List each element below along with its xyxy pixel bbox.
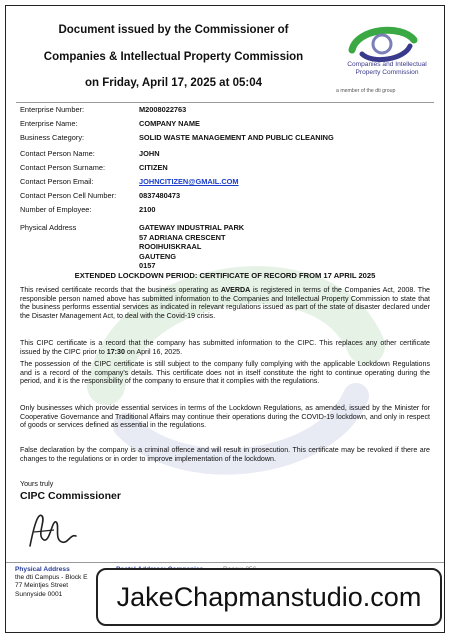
certificate-banner: EXTENDED LOCKDOWN PERIOD: CERTIFICATE OF RECORD FROM 17 APRIL 2025: [74, 271, 376, 280]
contact-name-value: JOHN: [139, 149, 160, 158]
logo-org-line-2: Property Commission: [355, 69, 419, 77]
enterprise-name-label: Enterprise Name:: [20, 119, 78, 128]
yours-truly-text: Yours truly: [20, 480, 54, 488]
physical-address-value: [139, 223, 244, 271]
business-category-value: SOLID WASTE MANAGEMENT AND PUBLIC CLEANING: [139, 133, 334, 142]
business-trade-name: AVERDA: [220, 286, 251, 294]
replacement-time: 17:30: [106, 347, 125, 356]
header-line-3: on Friday, April 17, 2025 at 05:04: [84, 77, 263, 89]
paragraph-registration: [20, 286, 430, 320]
address-line: 57 ADRIANA CRESCENT: [139, 232, 226, 242]
contact-email-label: Contact Person Email:: [20, 177, 94, 186]
paragraph-essential-services: Only businesses which provide essential services in terms of the Lockdown Regulations, as amended, issued by the Minister for Cooperative Governance and Traditional Affairs may continue their operations during the COVID-19 lockdown, and only in respect of goods or services defined as essential in the regulations.: [20, 404, 430, 430]
footer-line: Sunnyside 0001: [15, 590, 63, 598]
footer-physical-address: [15, 566, 88, 599]
paragraph-record: [20, 339, 430, 356]
address-line: 0157: [139, 261, 156, 271]
address-line: GATEWAY INDUSTRIAL PARK: [139, 223, 245, 232]
logo-tagline: a member of the dti group: [336, 88, 396, 94]
footer-line: the dti Campus - Block E: [15, 574, 88, 582]
contact-cell-value: 0837480473: [139, 191, 181, 200]
footer-physical-title: Physical Address: [15, 566, 70, 573]
p2-text-c: on April 16, 2025.: [124, 347, 183, 356]
enterprise-name-value: COMPANY NAME: [139, 119, 200, 128]
header-line-2: Companies & Intellectual Property Commission: [43, 51, 304, 63]
footer-line: 77 Meintjes Street: [15, 582, 69, 590]
watermark-overlay: JakeChapmanstudio.com: [96, 568, 442, 626]
commissioner-signature: [24, 506, 84, 554]
employees-label: Number of Employee:: [20, 205, 92, 214]
contact-surname-value: CITIZEN: [139, 163, 168, 172]
logo-org-line-1: Companies and Intellectual: [347, 61, 427, 68]
employees-value: 2100: [139, 205, 156, 214]
header-line-1: Document issued by the Commissioner of: [58, 24, 289, 36]
paragraph-compliance: The possession of the CIPC certificate is still subject to the company fully complying with the applicable Lockdown Regulations and is a record of the company's details. This certificate does not in itself constitute the right to continue operating during the period, and it is the responsibility of the company to ensure that it complies with the regulations.: [20, 360, 430, 386]
contact-cell-label: Contact Person Cell Number:: [20, 191, 117, 200]
commissioner-title: CIPC Commissioner: [20, 490, 121, 502]
logo-org-name: [334, 61, 440, 77]
certificate-page: [5, 5, 445, 633]
p1-text-a: This revised certificate records that the business operating as: [20, 286, 221, 294]
contact-name-label: Contact Person Name:: [20, 149, 95, 158]
header-divider: [16, 102, 434, 103]
enterprise-number-label: Enterprise Number:: [20, 105, 85, 114]
p2-text-a: This CIPC certificate is a record that the company has submitted information to the CIPC. This replaces any other certificate issued by the CIPC prior to: [20, 339, 430, 356]
address-line: ROOIHUISKRAAL: [139, 242, 202, 252]
paragraph-false-declaration: False declaration by the company is a criminal offence and will result in prosecution. This certificate may be revoked if there are changes to the regulations or in order to improve implementation of the lockdown.: [20, 446, 430, 463]
address-line: GAUTENG: [139, 251, 176, 261]
contact-surname-label: Contact Person Surname:: [20, 163, 106, 172]
business-category-label: Business Category:: [20, 133, 85, 142]
enterprise-number-value: M2008022763: [139, 105, 187, 114]
contact-email-link[interactable]: JOHNCITIZEN@GMAIL.COM: [139, 177, 239, 186]
p1-text-c: is registered in terms of the Companies Act, 2008. The responsible person named above has submitted information to the Companies and Intellectual Property Commission to state that the business performs essential services as indicated in relevant regulations issued as part of the state of disaster declared under the Disaster Management Act, to deal with the Covid-19 crisis.: [20, 286, 431, 320]
physical-address-label: Physical Address: [20, 223, 77, 232]
